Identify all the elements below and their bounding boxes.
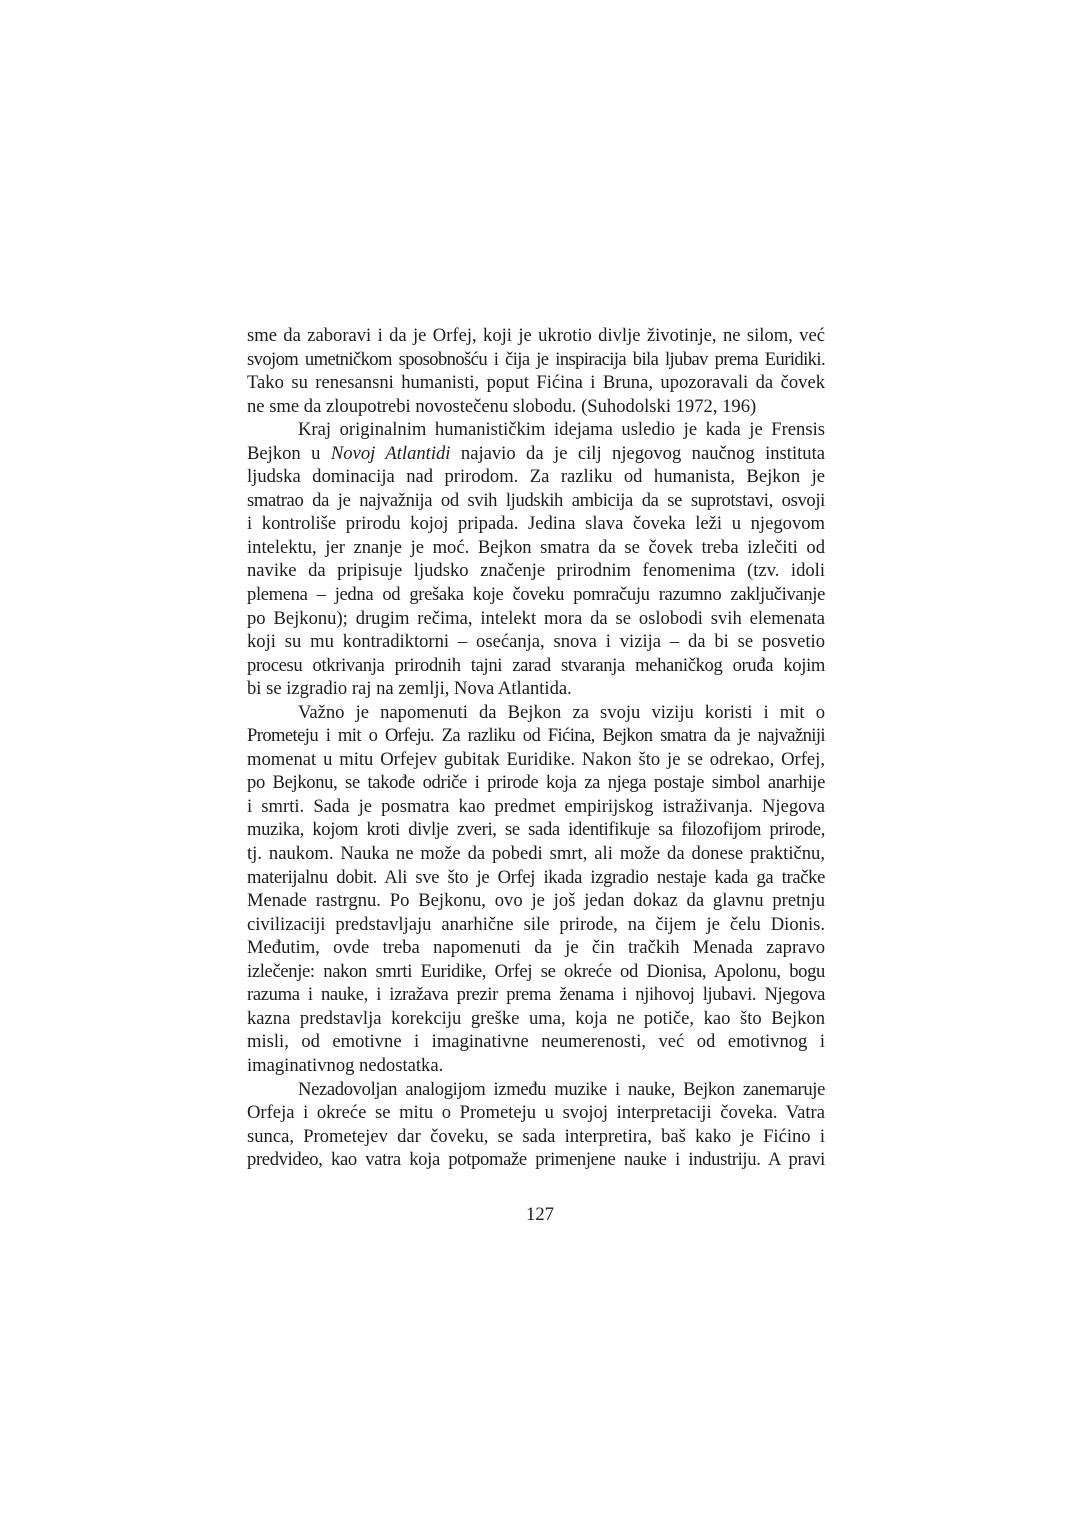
text-line: Tako su renesansni humanisti, poput Fićina i Bruna, upozoravali da čovek (247, 372, 825, 394)
text-line: kazna predstavlja korekciju greške uma, koja ne potiče, kao što Bejkon (247, 1007, 825, 1029)
text-line: Međutim, ovde treba napomenuti da je čin tračkih Menada zapravo (247, 937, 825, 959)
text-line: po Bejkonu, se takođe odriče i prirode koja za njega postaje simbol anarhije (247, 772, 825, 794)
text-line: Prometeju i mit o Orfeju. Za razliku od Fićina, Bejkon smatra da je najvažniji (247, 725, 825, 747)
text-line: civilizaciji predstavljaju anarhične sile prirode, na čijem je čelu Dionis. (247, 913, 825, 935)
text-line: sunca, Prometejev dar čoveku, se sada interpretira, baš kako je Fićino i (247, 1125, 825, 1147)
text-line: navike da pripisuje ljudsko značenje prirodnim fenomenima (tzv. idoli (247, 560, 825, 582)
text-line: intelektu, jer znanje je moć. Bejkon smatra da se čovek treba izlečiti od (247, 536, 825, 558)
text-line: plemena – jedna od grešaka koje čoveku pomračuju razumno zaključivanje (247, 584, 825, 606)
text-line: Menade rastrgnu. Po Bejkonu, ovo je još jedan dokaz da glavnu pretnju (247, 890, 825, 912)
text-line: Kraj originalnim humanističkim idejama usledio je kada je Frensis (298, 419, 825, 441)
text-line: smatrao da je najvažnija od svih ljudskih ambicija da se suprotstavi, osvoji (247, 489, 825, 511)
text-line: bi se izgradio raj na zemlji, Nova Atlantida. (247, 678, 572, 700)
text-line: imaginativnog nedostatka. (247, 1054, 444, 1076)
text-line: Orfeja i okreće se mitu o Prometeju u svojoj interpretaciji čoveka. Vatra (247, 1102, 825, 1124)
text-line: Važno je napomenuti da Bejkon za svoju viziju koristi i mit o (298, 701, 825, 723)
text-line: Bejkon u Novoj Atlantidi najavio da je cilj njegovog naučnog instituta (247, 442, 826, 464)
text-line: tj. naukom. Nauka ne može da pobedi smrt, ali može da donese praktičnu, (247, 843, 825, 865)
text-line: izlečenje: nakon smrti Euridike, Orfej se okreće od Dionisa, Apolonu, bogu (247, 960, 825, 982)
text-line: ljudska dominacija nad prirodom. Za razliku od humanista, Bejkon je (247, 466, 825, 488)
text-line: i smrti. Sada je posmatra kao predmet empirijskog istraživanja. Njegova (247, 795, 825, 817)
text-line: razuma i nauke, i izražava prezir prema ženama i njihovoj ljubavi. Njegova (247, 984, 825, 1006)
text-line: muzika, kojom kroti divlje zveri, se sada identifikuje sa filozofijom prirode, (247, 819, 825, 841)
text-line: koji su mu kontradiktorni – osećanja, snova i vizija – da bi se posvetio (247, 631, 825, 653)
page-number: 127 (526, 1204, 554, 1225)
text-line: procesu otkrivanja prirodnih tajni zarad stvaranja mehaničkog oruđa kojim (247, 654, 825, 676)
text-line: svojom umetničkom sposobnošću i čija je inspiracija bila ljubav prema Euridiki. (247, 348, 825, 370)
book-title-italic: Novoj Atlantidi (330, 442, 451, 464)
text-line: Nezadovoljan analogijom između muzike i nauke, Bejkon zanemaruje (298, 1078, 825, 1100)
text-line: predvideo, kao vatra koja potpomaže primenjene nauke i industriju. A pravi (247, 1149, 825, 1171)
text-line: ne sme da zloupotrebi novostečenu slobodu. (Suhodolski 1972, 196) (247, 395, 757, 417)
text-line: momenat u mitu Orfejev gubitak Euridike. Nakon što je se odrekao, Orfej, (247, 748, 825, 770)
text-line: sme da zaboravi i da je Orfej, koji je ukrotio divlje životinje, ne silom, već (247, 325, 825, 346)
text-line: misli, od emotivne i imaginativne neumerenosti, već od emotivnog i (247, 1031, 825, 1053)
text-line: i kontroliše prirodu kojoj pripada. Jedina slava čoveka leži u njegovom (247, 513, 825, 535)
body-text (247, 324, 825, 1172)
text-line: materijalnu dobit. Ali sve što je Orfej ikada izgradio nestaje kada ga tračke (247, 866, 825, 888)
text-line: po Bejkonu); drugim rečima, intelekt mora da se oslobodi svih elemenata (247, 607, 825, 629)
